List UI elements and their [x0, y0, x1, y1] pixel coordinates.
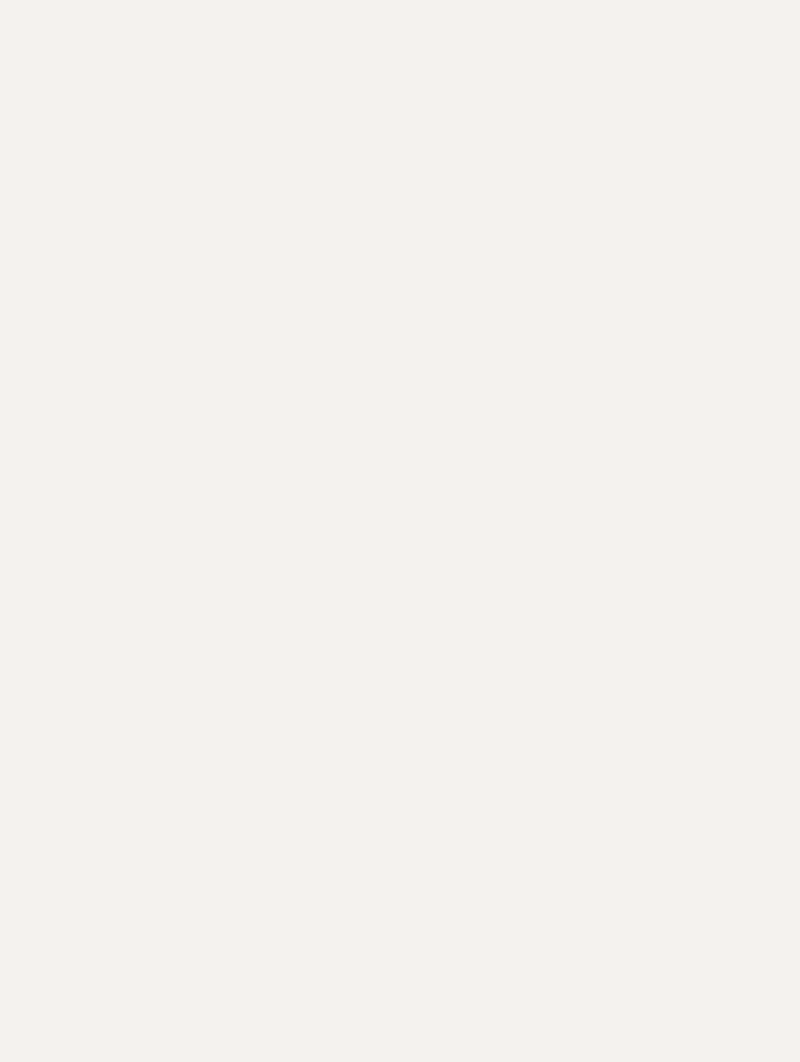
footnote-line	[160, 896, 600, 910]
text-line	[158, 259, 602, 279]
body-text	[158, 156, 602, 279]
text-line	[158, 239, 602, 259]
text-line	[158, 220, 602, 240]
section-heading	[158, 168, 602, 182]
footnote	[160, 869, 600, 910]
footnote-line	[160, 883, 600, 897]
text-line	[158, 200, 602, 220]
footnote-line	[160, 869, 600, 883]
chronic-paragraph	[158, 200, 602, 279]
